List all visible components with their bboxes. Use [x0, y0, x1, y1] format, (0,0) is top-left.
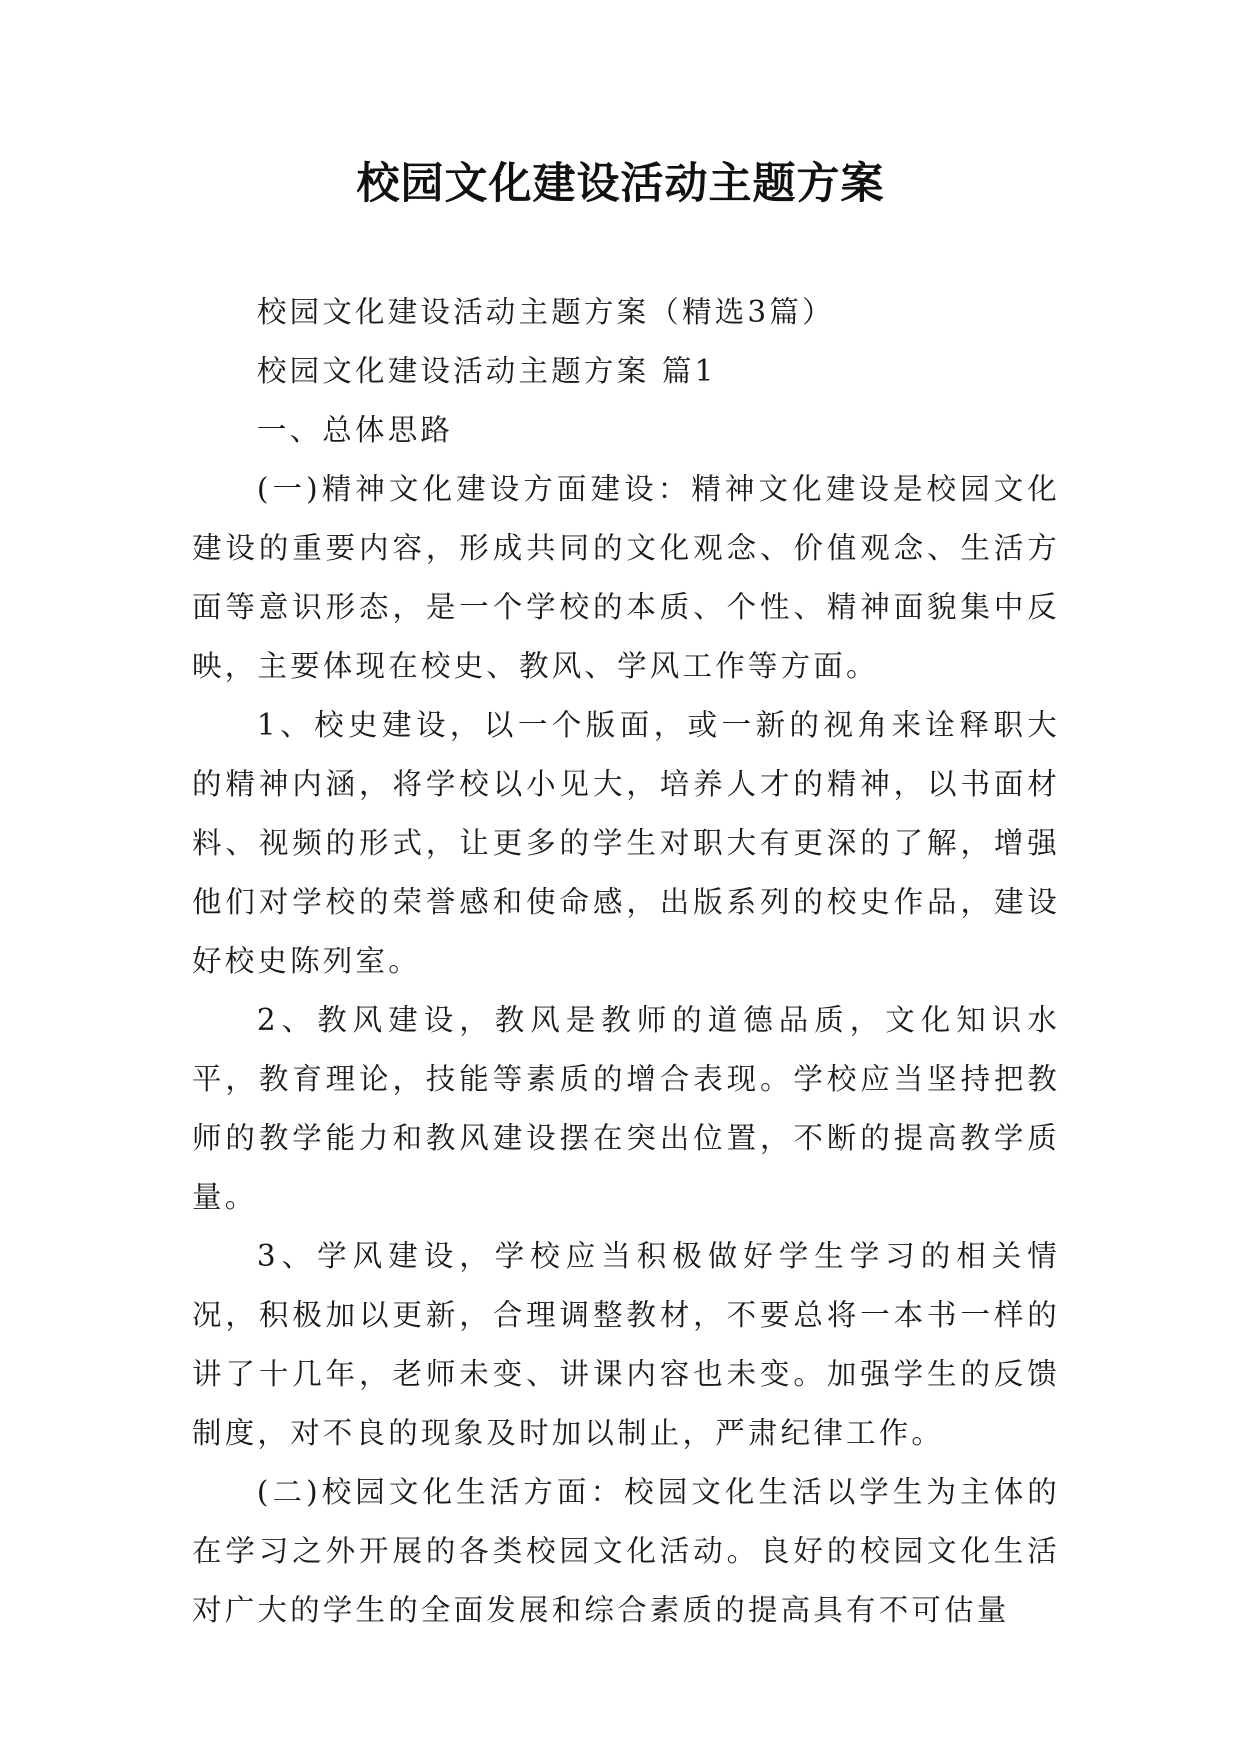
paragraph-heading-overall: 一、总体思路 [256, 413, 454, 447]
paragraph-campus-life: (二)校园文化生活方面：校园文化生活以学生为主体的在学习之外开展的各类校园文化活动。良好的校园文化生活对广大的学生的全面发展和综合素质的提高具有不可估量 [192, 1475, 1060, 1627]
document-body [192, 283, 1060, 1640]
paragraph-subtitle: 校园文化建设活动主题方案（精选3篇） [256, 295, 835, 329]
paragraph-school-history: 1、校史建设，以一个版面，或一新的视角来诠释职大的精神内涵，将学校以小见大，培养人才的精神，以书面材料、视频的形式，让更多的学生对职大有更深的了解，增强他们对学校的荣誉感和使命感，出版系列的校史作品，建设好校史陈列室。 [192, 708, 1060, 978]
paragraph-section-heading: 校园文化建设活动主题方案 篇1 [256, 354, 717, 388]
document-title: 校园文化建设活动主题方案 [356, 159, 885, 209]
paragraph-study-style: 3、学风建设，学校应当积极做好学生学习的相关情况，积极加以更新，合理调整教材，不要总将一本书一样的讲了十几年，老师未变、讲课内容也未变。加强学生的反馈制度，对不良的现象及时加以制止，严肃纪律工作。 [192, 1239, 1060, 1450]
paragraph-teaching-style: 2、教风建设，教风是教师的道德品质，文化知识水平，教育理论，技能等素质的增合表现。学校应当坚持把教师的教学能力和教风建设摆在突出位置，不断的提高教学质量。 [192, 1003, 1060, 1214]
paragraph-spiritual-culture: (一)精神文化建设方面建设：精神文化建设是校园文化建设的重要内容，形成共同的文化观念、价值观念、生活方面等意识形态，是一个学校的本质、个性、精神面貌集中反映，主要体现在校史、教风、学风工作等方面。 [192, 472, 1060, 683]
